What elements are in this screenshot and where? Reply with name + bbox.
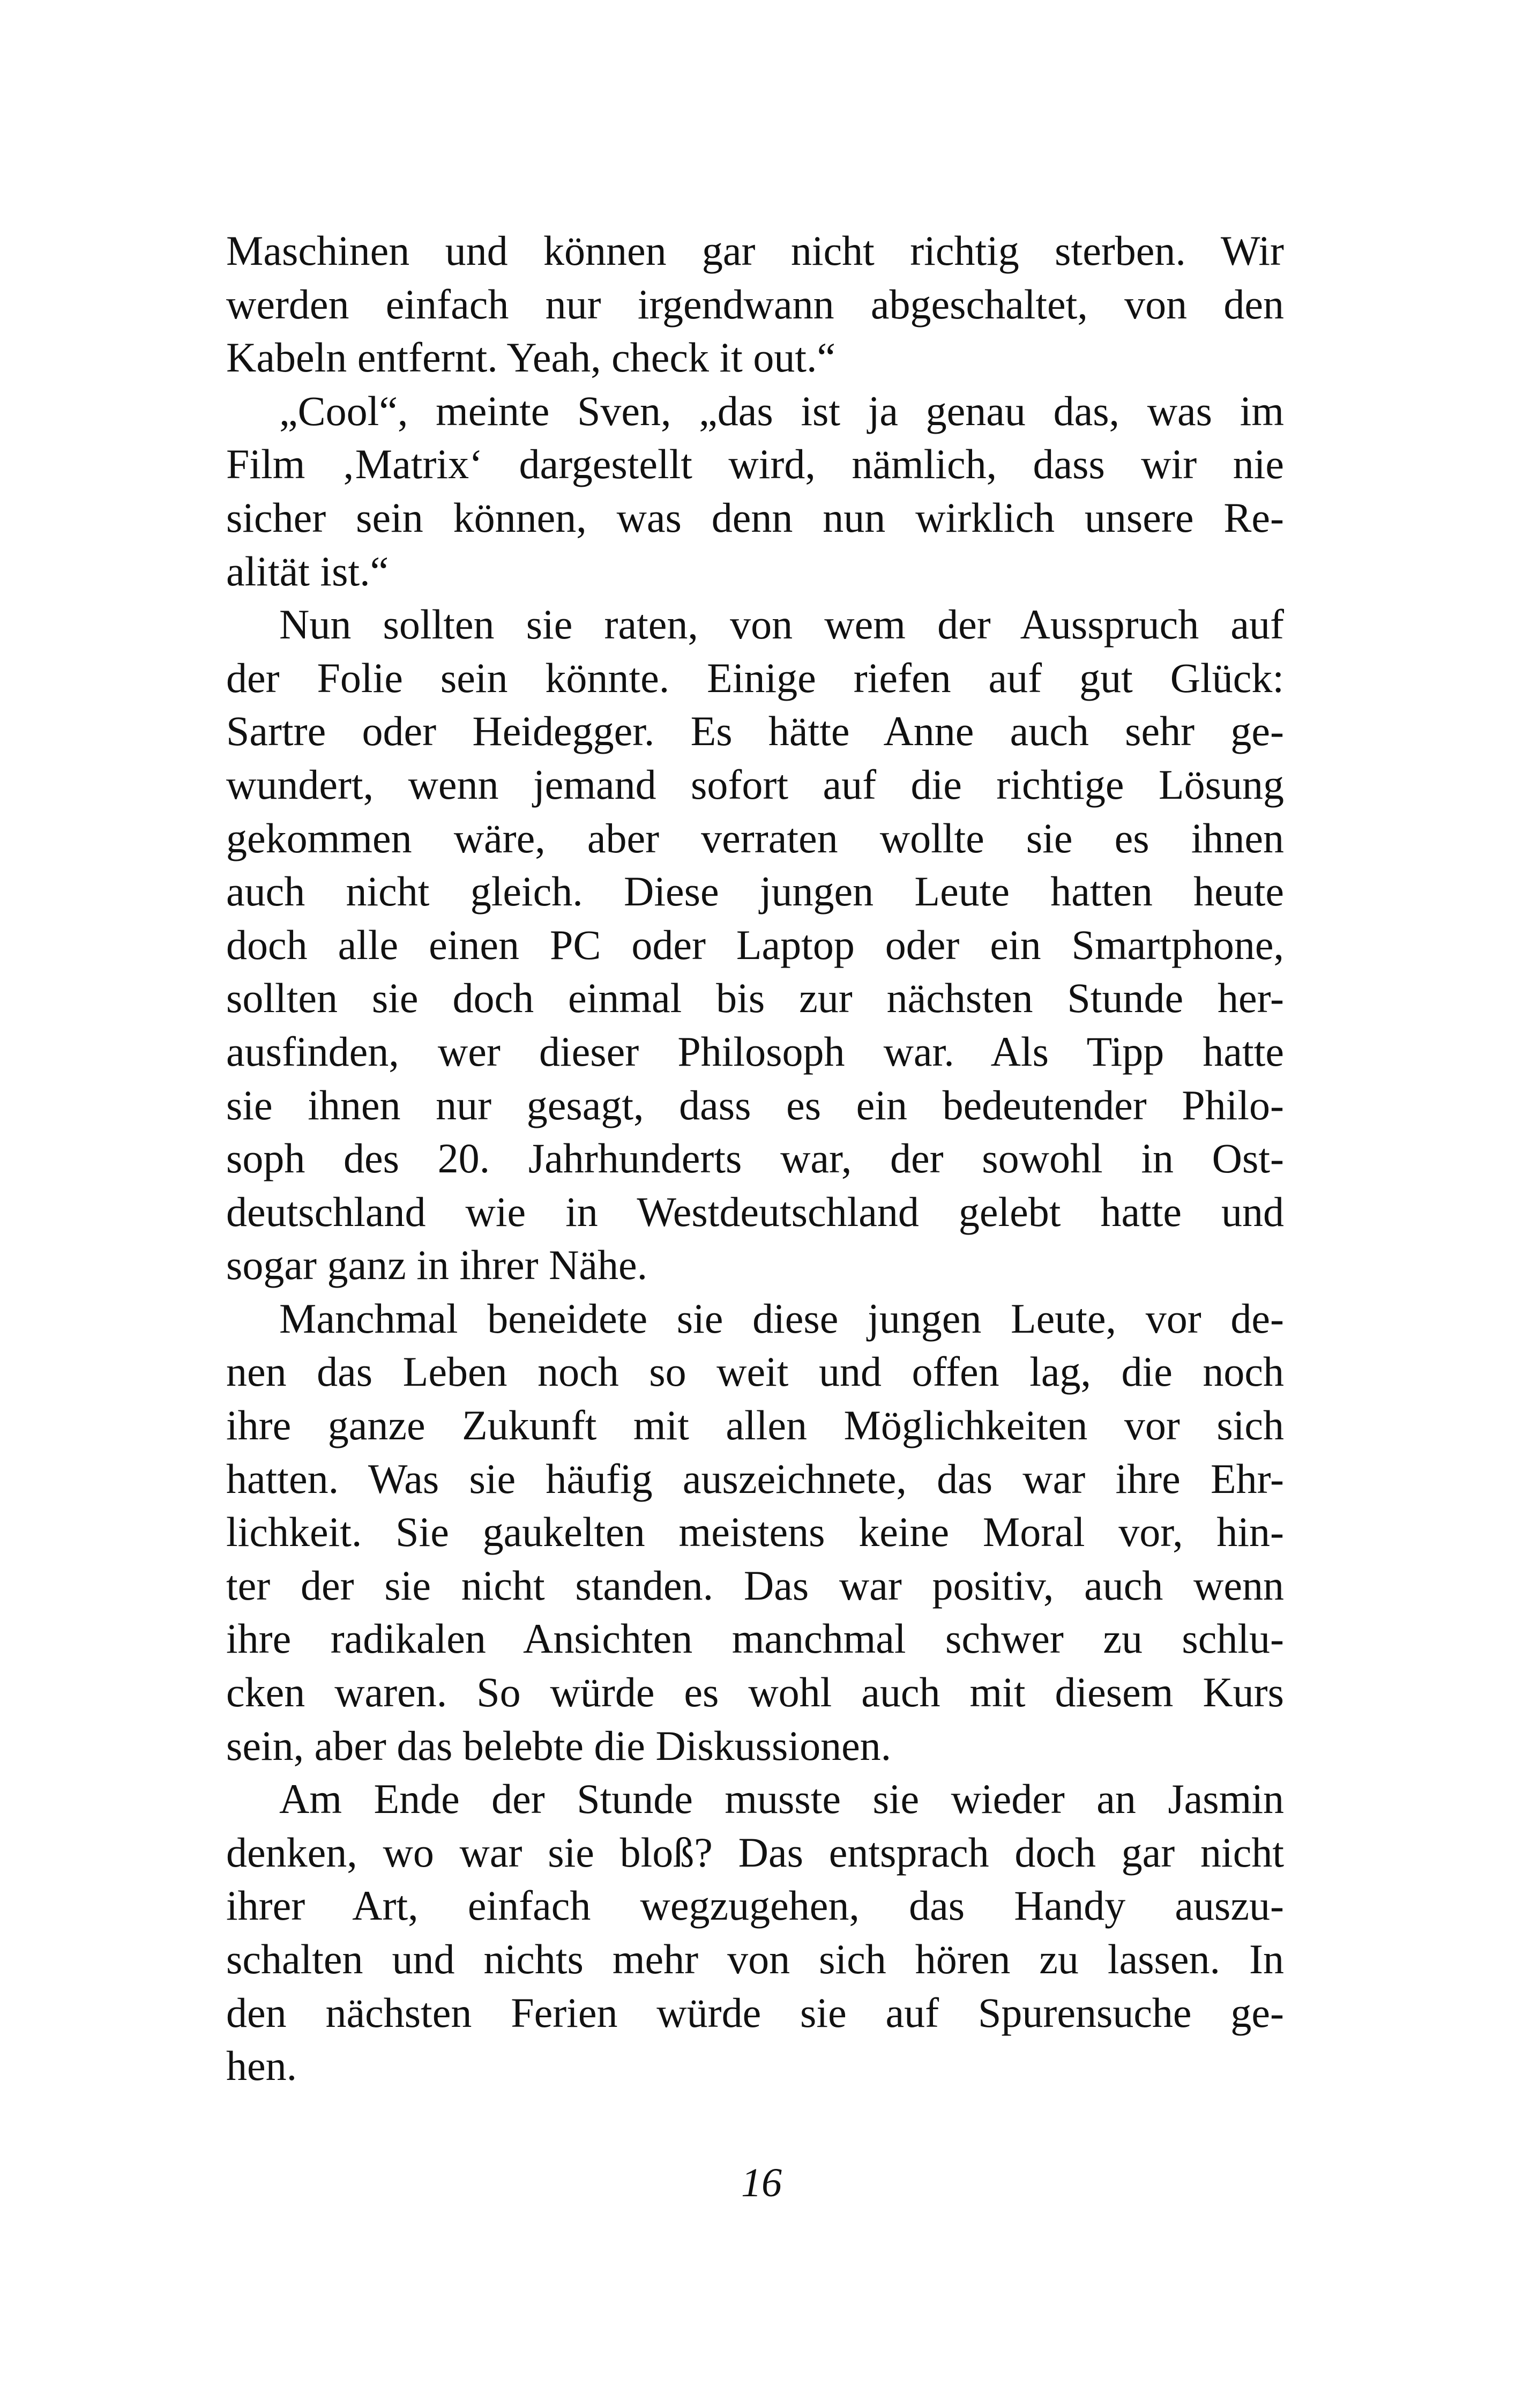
text-line: „Cool“, meinte Sven, „das ist ja genau das, was im xyxy=(279,387,1284,434)
body-text xyxy=(226,224,1284,2093)
text-line: denken, wo war sie bloß? Das entsprach doch gar nicht xyxy=(226,1829,1284,1876)
text-line: Manchmal beneidete sie diese jungen Leute, vor de- xyxy=(279,1295,1284,1342)
text-line: nen das Leben noch so weit und offen lag, die noch xyxy=(226,1348,1284,1395)
text-line: Am Ende der Stunde musste sie wieder an Jasmin xyxy=(279,1775,1284,1823)
text-line: Sartre oder Heidegger. Es hätte Anne auch sehr ge- xyxy=(226,708,1284,755)
text-line: gekommen wäre, aber verraten wollte sie es ihnen xyxy=(226,814,1284,861)
text-line: Film ‚Matrix‘ dargestellt wird, nämlich, dass wir nie xyxy=(226,441,1284,488)
text-line: Maschinen und können gar nicht richtig sterben. Wir xyxy=(226,227,1284,274)
text-line: Nun sollten sie raten, von wem der Ausspruch auf xyxy=(279,601,1284,648)
text-line: auch nicht gleich. Diese jungen Leute hatten heute xyxy=(226,868,1284,915)
text-line: den nächsten Ferien würde sie auf Spurensuche ge- xyxy=(226,1989,1284,2036)
text-line: ausfinden, wer dieser Philosoph war. Als Tipp hatte xyxy=(226,1028,1284,1075)
text-line: soph des 20. Jahrhunderts war, der sowohl in Ost- xyxy=(226,1135,1284,1182)
text-line: hatten. Was sie häufig auszeichnete, das war ihre Ehr- xyxy=(226,1455,1284,1502)
text-line: ihrer Art, einfach wegzugehen, das Handy auszu- xyxy=(226,1882,1284,1929)
page-number: 16 xyxy=(741,2160,782,2205)
text-line: ihre radikalen Ansichten manchmal schwer zu schlu- xyxy=(226,1615,1284,1662)
text-line: ter der sie nicht standen. Das war positiv, auch wenn xyxy=(226,1562,1284,1609)
text-line: Kabeln entfernt. Yeah, check it out.“ xyxy=(226,334,836,381)
text-line: alität ist.“ xyxy=(226,547,389,594)
text-line: cken waren. So würde es wohl auch mit diesem Kurs xyxy=(226,1669,1284,1716)
text-line: werden einfach nur irgendwann abgeschaltet, von den xyxy=(226,280,1284,328)
text-line: doch alle einen PC oder Laptop oder ein Smartphone, xyxy=(226,921,1284,968)
text-line: sogar ganz in ihrer Nähe. xyxy=(226,1242,648,1289)
text-line: sein, aber das belebte die Diskussionen. xyxy=(226,1722,892,1769)
text-line: ihre ganze Zukunft mit allen Möglichkeiten vor sich xyxy=(226,1402,1284,1449)
text-line: sollten sie doch einmal bis zur nächsten Stunde her- xyxy=(226,975,1284,1022)
text-line: wundert, wenn jemand sofort auf die richtige Lösung xyxy=(226,761,1284,808)
text-line: lichkeit. Sie gaukelten meistens keine Moral vor, hin- xyxy=(226,1508,1284,1556)
text-line: hen. xyxy=(226,2042,297,2090)
text-line: sie ihnen nur gesagt, dass es ein bedeutender Philo- xyxy=(226,1081,1284,1128)
text-line: sicher sein können, was denn nun wirklich unsere Re- xyxy=(226,494,1284,541)
text-line: schalten und nichts mehr von sich hören zu lassen. In xyxy=(226,1936,1284,1982)
text-line: der Folie sein könnte. Einige riefen auf gut Glück: xyxy=(226,654,1284,701)
text-line: deutschland wie in Westdeutschland gelebt hatte und xyxy=(226,1188,1284,1235)
